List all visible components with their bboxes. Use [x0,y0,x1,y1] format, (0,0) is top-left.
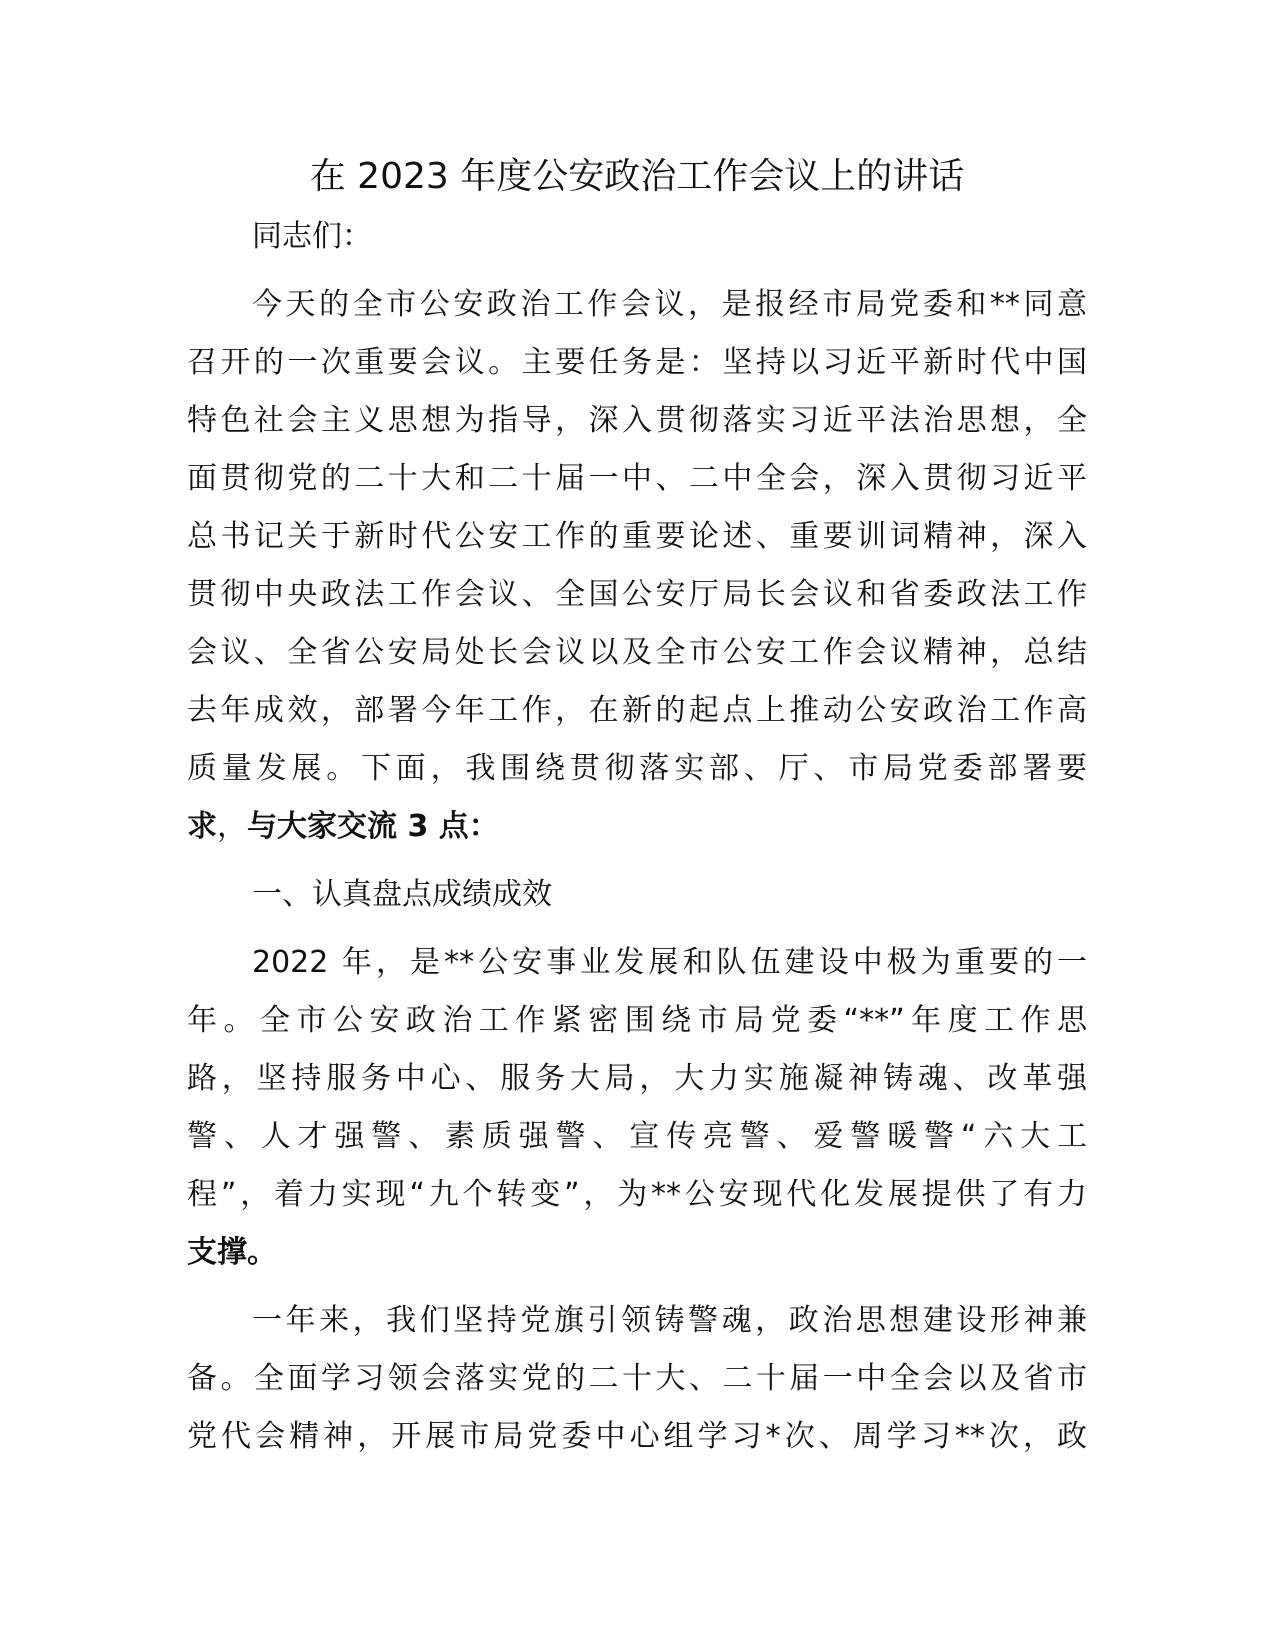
intro-bold-text: 与大家交流 3 点： [247,809,499,844]
paragraph-line: 警、人才强警、素质强警、宣传亮警、爱警暖警“六大工 [187,1119,1087,1154]
paragraph-2022 [187,934,1087,1282]
intro-line: 贯彻中央政法工作会议、全国公安厅局长会议和省委政法工作 [187,577,1087,612]
intro-bold-text: 求 [187,809,217,844]
intro-line: 会议、全省公安局处长会议以及全市公安工作会议精神，总结 [187,635,1087,670]
document-title: 在 2023 年度公安政治工作会议上的讲话 [309,156,965,197]
paragraph-line: 2022 年，是**公安事业发展和队伍建设中极为重要的一 [252,945,1087,980]
intro-line: 召开的一次重要会议。主要任务是：坚持以习近平新时代中国 [187,345,1087,380]
section-heading: 一、认真盘点成绩成效 [252,877,552,912]
intro-line: 去年成效，部署今年工作，在新的起点上推动公安政治工作高 [187,693,1087,728]
paragraph-line: 年。全市公安政治工作紧密围绕市局党委“**”年度工作思 [187,1003,1087,1038]
paragraph-line: 路，坚持服务中心、服务大局，大力实施凝神铸魂、改革强 [187,1061,1087,1096]
intro-line: 今天的全市公安政治工作会议，是报经市局党委和**同意 [252,287,1087,322]
intro-line: 特色社会主义思想为指导，深入贯彻落实习近平法治思想，全 [187,403,1087,438]
intro-last-line [187,798,1087,856]
salutation: 同志们： [252,219,372,254]
document-body [187,148,1087,1466]
paragraph-spacer [187,1282,1087,1292]
paragraph-line: 一年来，我们坚持党旗引领铸警魂，政治思想建设形神兼 [252,1303,1087,1338]
paragraph-line: 党代会精神，开展市局党委中心组学习*次、周学习**次，政 [187,1419,1087,1454]
paragraph-line: 备。全面学习领会落实党的二十大、二十届一中全会以及省市 [187,1361,1087,1396]
intro-line: 总书记关于新时代公安工作的重要论述、重要训词精神，深入 [187,519,1087,554]
paragraph-spacer [187,924,1087,934]
intro-paragraph [187,276,1087,856]
intro-line: 质量发展。下面，我围绕贯彻落实部、厅、市局党委部署要 [187,751,1087,786]
paragraph-spacer [187,856,1087,866]
intro-line: 面贯彻党的二十大和二十届一中、二中全会，深入贯彻习近平 [187,461,1087,496]
intro-separator: ， [217,809,247,844]
paragraph-line: 程”，着力实现“九个转变”，为**公安现代化发展提供了有力 [187,1177,1087,1212]
paragraph-spacer [187,266,1087,276]
paragraph-last-line: 支撑。 [187,1235,277,1270]
paragraph-year-review [187,1292,1087,1466]
